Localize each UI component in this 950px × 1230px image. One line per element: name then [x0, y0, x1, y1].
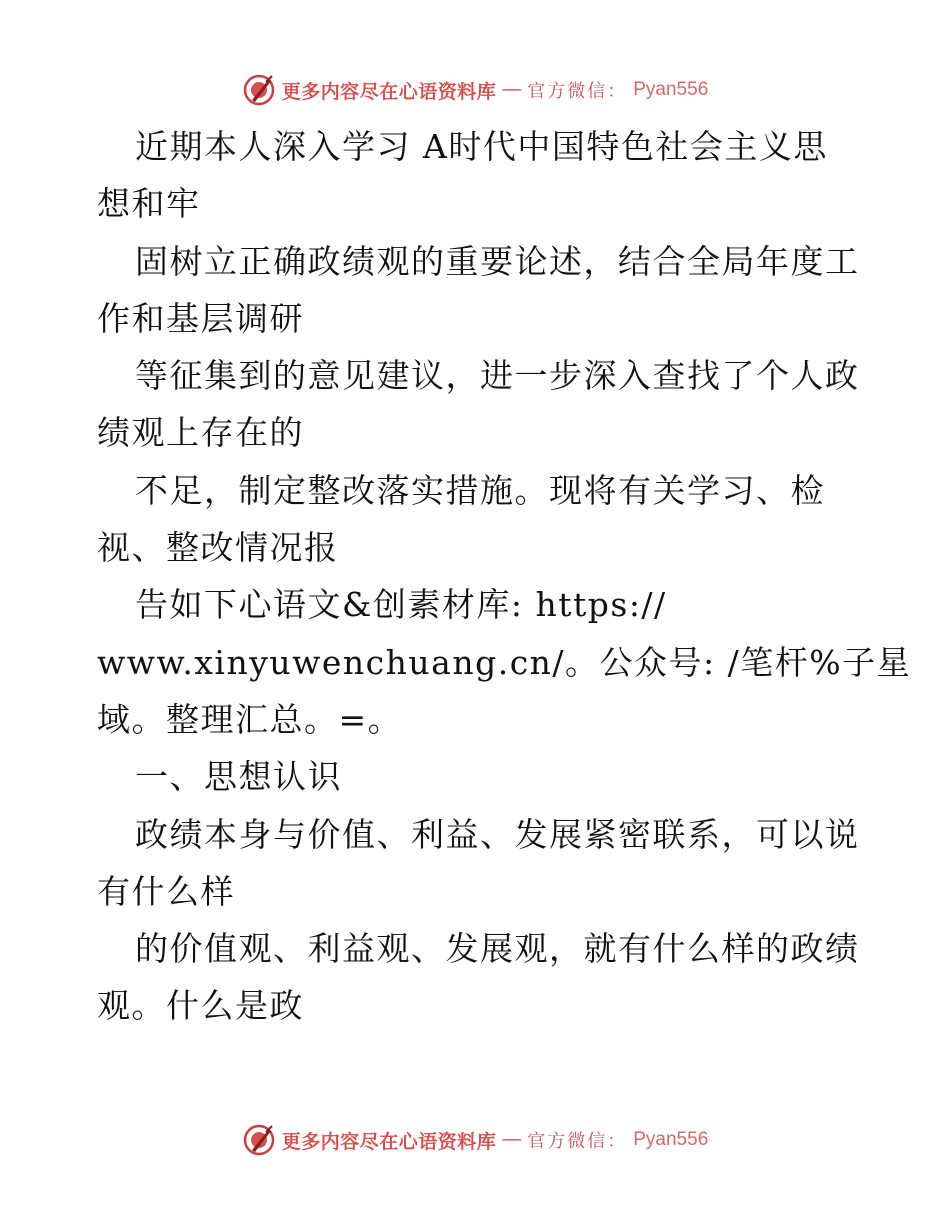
text-line: 域。整理汇总。=。	[97, 699, 403, 739]
text-line: 告如下心语文&创素材库: https://	[135, 585, 667, 625]
text-line: www.xinyuwenchuang.cn/。公众号: /笔杆%子星	[97, 642, 912, 682]
text-line: 想和牢	[97, 184, 201, 224]
text-line: 观。什么是政	[97, 986, 304, 1026]
watermark-wechat-label: 官方微信：	[527, 1131, 628, 1152]
header-watermark	[0, 72, 950, 108]
watermark-wechat-id: Pyan556	[633, 79, 709, 100]
text-line: 近期本人深入学习 A时代中国特色社会主义思	[135, 127, 828, 166]
document-body	[97, 118, 912, 1035]
text-line: 政绩本身与价值、利益、发展紧密联系，可以说	[135, 814, 860, 854]
text-line: 视、整改情况报	[97, 528, 339, 568]
quill-seal-icon	[242, 73, 276, 107]
watermark-brand: 更多内容尽在心语资料库	[281, 1130, 497, 1153]
watermark-dash: —	[502, 1129, 522, 1150]
watermark-brand: 更多内容尽在心语资料库	[281, 80, 497, 103]
watermark-wechat-id: Pyan556	[633, 1129, 709, 1150]
text-line: 的价值观、利益观、发展观，就有什么样的政绩	[135, 929, 860, 969]
watermark-dash: —	[502, 79, 522, 100]
text-line: 不足，制定整改落实措施。现将有关学习、检	[135, 470, 825, 510]
text-line: 绩观上存在的	[97, 413, 304, 453]
text-line: 有什么样	[97, 871, 235, 911]
section-heading: 一、思想认识	[135, 757, 342, 797]
footer-watermark	[0, 1122, 950, 1158]
text-line: 作和基层调研	[97, 298, 304, 338]
text-line: 等征集到的意见建议，进一步深入查找了个人政	[135, 356, 860, 396]
quill-seal-icon	[242, 1123, 276, 1157]
watermark-wechat-label: 官方微信：	[527, 81, 628, 102]
text-line: 固树立正确政绩观的重要论述，结合全局年度工	[135, 241, 860, 281]
